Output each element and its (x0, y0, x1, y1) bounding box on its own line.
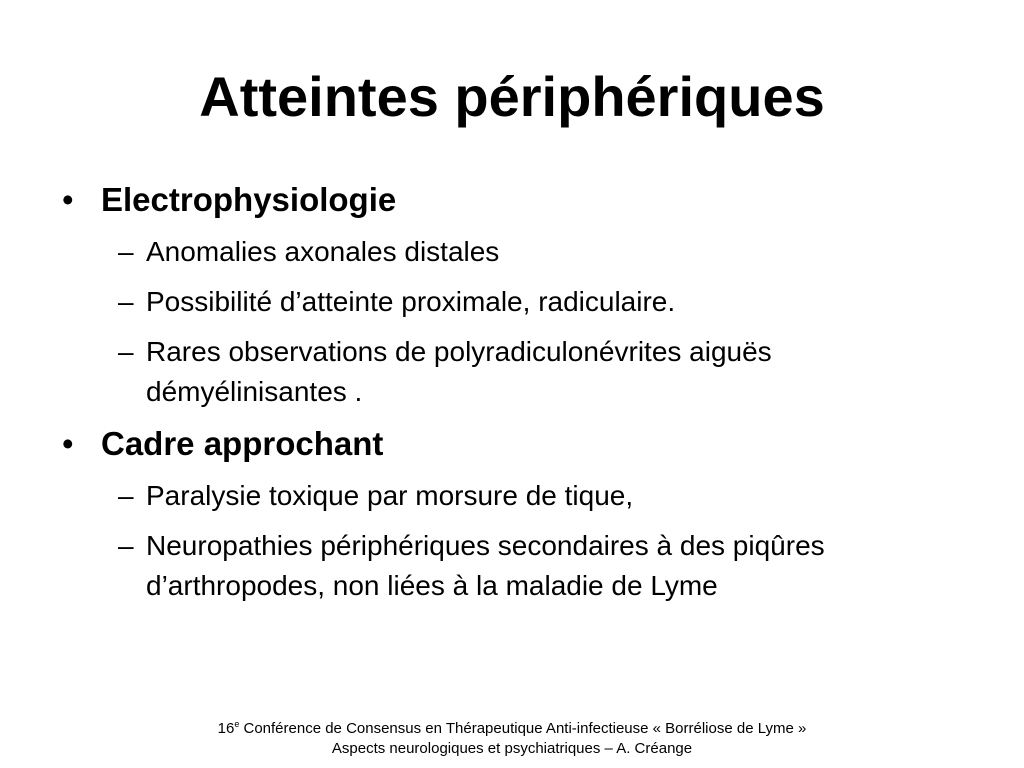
sub-item (118, 332, 962, 412)
dash-icon: – (118, 336, 134, 367)
bullet-cadre-approchant (62, 422, 962, 466)
sub-item (118, 232, 962, 272)
slide-footer (0, 714, 1024, 759)
sub-item-text: Paralysie toxique par morsure de tique, (146, 480, 634, 511)
bullet-electrophysiologie (62, 178, 962, 222)
sub-item-text: Rares observations de polyradiculonévrites aiguës démyélinisantes . (146, 336, 772, 407)
sub-item-text: Anomalies axonales distales (146, 236, 500, 267)
sub-item (118, 282, 962, 322)
sub-item-text: Possibilité d’atteinte proximale, radiculaire. (146, 286, 676, 317)
bullet-icon: • (62, 181, 74, 218)
bullet-icon: • (62, 425, 74, 462)
bullet-heading: Electrophysiologie (101, 181, 397, 218)
dash-icon: – (118, 236, 134, 267)
dash-icon: – (118, 530, 134, 561)
footer-line-2: Aspects neurologiques et psychiatriques – A. Créange (331, 740, 693, 757)
bullet-heading: Cadre approchant (101, 425, 384, 462)
sub-item (118, 476, 962, 516)
slide-title: Atteintes périphériques (199, 65, 825, 128)
sub-item (118, 526, 962, 606)
footer-superscript: e (234, 719, 240, 729)
dash-icon: – (118, 480, 134, 511)
footer-number: 16 (217, 720, 235, 737)
sub-item-text: Neuropathies périphériques secondaires à des piqûres d’arthropodes, non liées à la maladie de Lyme (146, 530, 825, 601)
slide-content (62, 178, 962, 606)
footer-line-1 (0, 714, 1024, 739)
dash-icon: – (118, 286, 134, 317)
footer-conference: Conférence de Consensus en Thérapeutique Anti-infectieuse « Borréliose de Lyme » (239, 720, 807, 737)
